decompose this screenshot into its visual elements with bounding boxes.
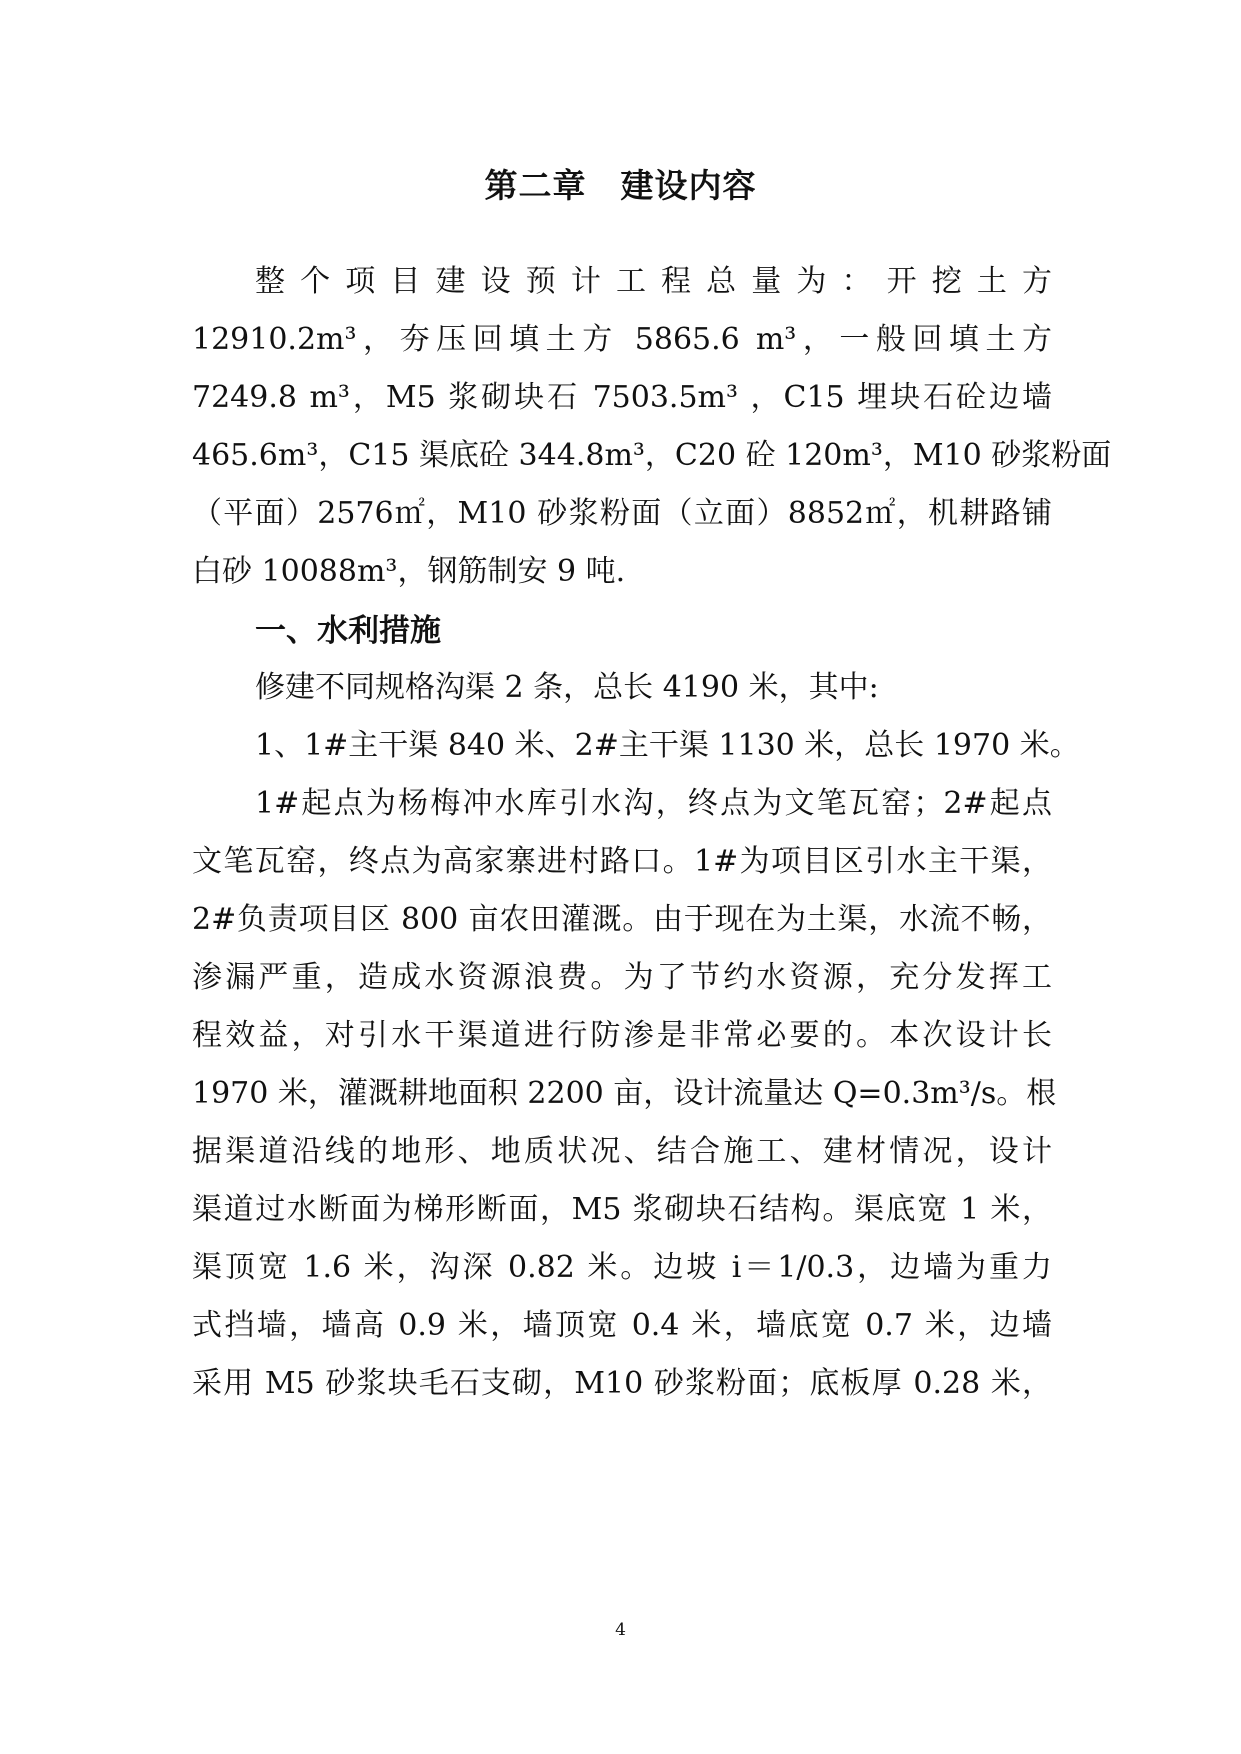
summary-line: 7249.8 m³，M5 浆砌块石 7503.5m³ ，C15 埋块石砼边墙 xyxy=(192,380,1052,415)
chapter-heading: 建设内容 xyxy=(620,166,757,205)
detail-line: 渗漏严重，造成水资源浪费。为了节约水资源，充分发挥工 xyxy=(192,960,1052,995)
detail-line: 1970 米，灌溉耕地面积 2200 亩，设计流量达 Q=0.3m³/s。根 xyxy=(192,1076,1057,1111)
detail-line: 据渠道沿线的地形、地质状况、结合施工、建材情况，设计 xyxy=(192,1134,1052,1169)
summary-line: 白砂 10088m³，钢筋制安 9 吨. xyxy=(192,554,626,589)
detail-line: 渠顶宽 1.6 米，沟深 0.82 米。边坡 i＝1/0.3，边墙为重力 xyxy=(192,1250,1052,1285)
chapter-label: 第二章 xyxy=(484,166,587,205)
summary-line: 465.6m³，C15 渠底砼 344.8m³，C20 砼 120m³，M10 砂浆粉面 xyxy=(192,438,1112,473)
section-heading: 一、水利措施 xyxy=(255,613,441,649)
detail-line: 采用 M5 砂浆块毛石支砌，M10 砂浆粉面；底板厚 0.28 米， xyxy=(192,1366,1052,1401)
detail-line: 程效益，对引水干渠道进行防渗是非常必要的。本次设计长 xyxy=(192,1018,1052,1053)
section-intro: 修建不同规格沟渠 2 条，总长 4190 米，其中: xyxy=(255,670,879,705)
detail-line: 渠道过水断面为梯形断面，M5 浆砌块石结构。渠底宽 1 米， xyxy=(192,1192,1052,1227)
detail-line: 1#起点为杨梅冲水库引水沟，终点为文笔瓦窑；2#起点 xyxy=(255,786,1052,821)
page-number: 4 xyxy=(615,1620,626,1640)
summary-line: （平面）2576㎡，M10 砂浆粉面（立面）8852㎡，机耕路铺 xyxy=(192,496,1052,531)
detail-line: 文笔瓦窑，终点为高家寨进村路口。1#为项目区引水主干渠， xyxy=(192,844,1052,879)
detail-line: 式挡墙，墙高 0.9 米，墙顶宽 0.4 米，墙底宽 0.7 米，边墙 xyxy=(192,1308,1052,1343)
summary-line: 整个项目建设预计工程总量为：开挖土方 xyxy=(255,264,1052,299)
detail-line: 2#负责项目区 800 亩农田灌溉。由于现在为土渠，水流不畅， xyxy=(192,902,1052,937)
chapter-title xyxy=(0,160,1241,207)
section-item-1: 1、1#主干渠 840 米、2#主干渠 1130 米，总长 1970 米。 xyxy=(255,728,1080,763)
summary-line: 12910.2m³，夯压回填土方 5865.6 m³，一般回填土方 xyxy=(192,322,1052,357)
